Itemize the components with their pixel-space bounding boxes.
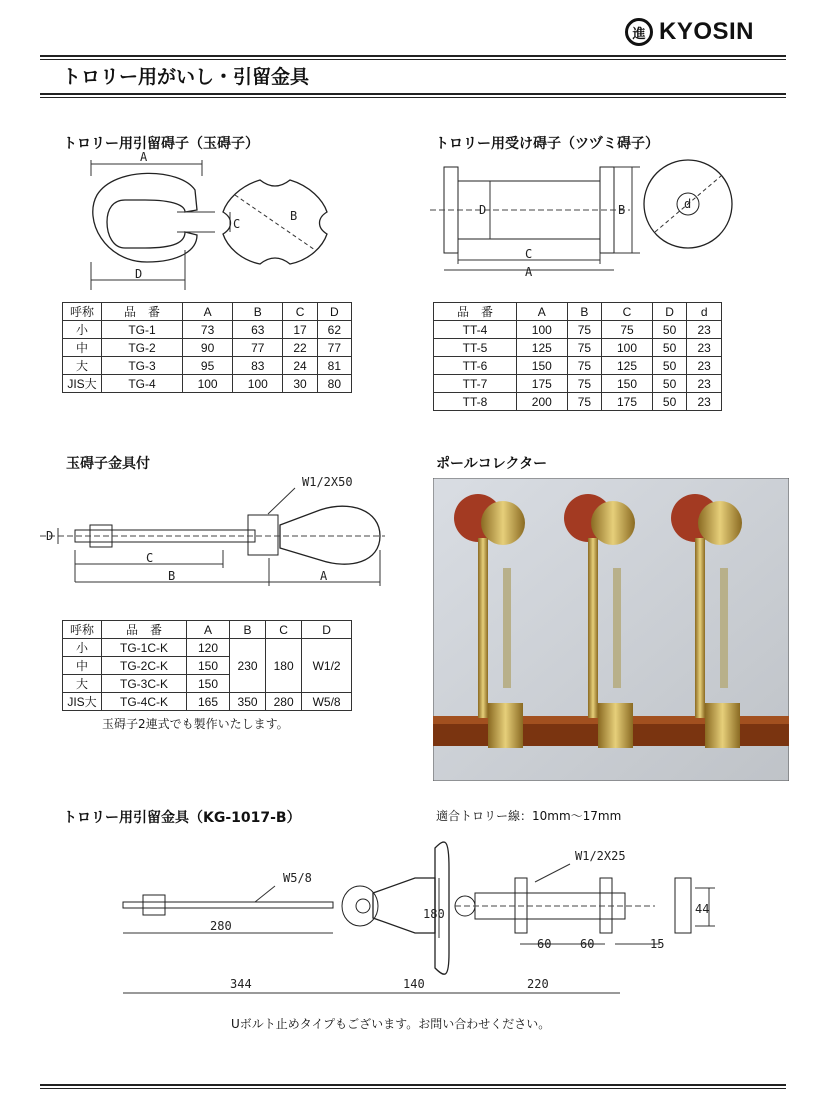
section-ball-insulator: トロリー用引留碍子（玉碍子） xyxy=(63,136,259,152)
footer-note: Uボルト止めタイプもございます。お問い合わせください。 xyxy=(231,1017,551,1031)
table-row: 大 TG-3 95 83 24 81 xyxy=(63,357,352,375)
table1-header: D xyxy=(317,303,351,321)
anchor-d44-label: 44 xyxy=(695,902,710,916)
dim-d-label: D xyxy=(135,267,143,281)
fit-dim-a-label: A xyxy=(320,569,328,583)
ball-insulator-drawing xyxy=(85,150,355,290)
bottom-rule xyxy=(40,1084,786,1086)
anchor-d140-label: 140 xyxy=(403,977,425,991)
table3-header: 呼称 xyxy=(63,621,102,639)
table2-header: D xyxy=(652,303,687,321)
dim-spool-c-label: C xyxy=(525,247,533,261)
table2-header: B xyxy=(567,303,602,321)
top-rule xyxy=(40,55,786,57)
table3-header: A xyxy=(187,621,230,639)
fit-dim-c-label: C xyxy=(146,551,154,565)
table2-header: C xyxy=(602,303,653,321)
dim-spool-small-d-label: d xyxy=(684,197,692,211)
bottom-rule-thin xyxy=(40,1088,786,1089)
table3-header: D xyxy=(302,621,352,639)
table-row: TT-5 125 75 100 50 23 xyxy=(434,339,722,357)
anchor-bolt-label: W1/2X25 xyxy=(575,849,626,863)
table-row: JIS大 TG-4 100 100 30 80 xyxy=(63,375,352,393)
spool-insulator-drawing xyxy=(430,152,750,277)
table-row: 小 TG-1C-K 120 230 180 W1/2 xyxy=(63,639,352,657)
title-rule xyxy=(40,93,786,95)
anchor-d15-label: 15 xyxy=(650,937,665,951)
table1-header: A xyxy=(183,303,233,321)
fit-dim-d-label: D xyxy=(46,529,54,543)
anchor-d220-label: 220 xyxy=(527,977,549,991)
brand-name: KYOSIN xyxy=(659,18,755,45)
table3-header: B xyxy=(230,621,266,639)
table-row: 中 TG-2 90 77 22 77 xyxy=(63,339,352,357)
page-title: トロリー用がいし・引留金具 xyxy=(62,66,310,88)
table2-header: 品 番 xyxy=(434,303,517,321)
table-ball-with-fitting xyxy=(62,620,352,711)
table1-header: 呼称 xyxy=(63,303,102,321)
kyosin-mark-icon: 進 xyxy=(625,18,653,46)
anchor-d344-label: 344 xyxy=(230,977,252,991)
table-row: TT-8 200 75 175 50 23 xyxy=(434,393,722,411)
table-row: JIS大 TG-4C-K 165 350 280 W5/8 xyxy=(63,693,352,711)
ball-with-fitting-drawing xyxy=(40,470,390,590)
pole-collector-photo xyxy=(433,478,789,781)
anchor-fitting-drawing xyxy=(115,838,730,1003)
table1-header: B xyxy=(233,303,283,321)
table3-header: C xyxy=(266,621,302,639)
top-rule-thin xyxy=(40,59,786,60)
title-rule-thin xyxy=(40,97,786,98)
section-spool-insulator: トロリー用受け碍子（ツヅミ碍子） xyxy=(435,136,659,152)
table1-header: C xyxy=(283,303,317,321)
anchor-d180-label: 180 xyxy=(423,907,445,921)
table-row: 中 TG-2C-K 150 xyxy=(63,657,352,675)
table-spool-insulator xyxy=(433,302,722,411)
fit-dim-b-label: B xyxy=(168,569,176,583)
table-ball-insulator xyxy=(62,302,352,393)
section-ball-with-fitting: 玉碍子金具付 xyxy=(66,456,150,472)
anchor-d280-label: 280 xyxy=(210,919,232,933)
table-row: 小 TG-1 73 63 17 62 xyxy=(63,321,352,339)
wire-range-note: 適合トロリー線：10mm～17mm xyxy=(436,809,622,823)
table-row: TT-7 175 75 150 50 23 xyxy=(434,375,722,393)
table-row: 大 TG-3C-K 150 xyxy=(63,675,352,693)
fit-bolt-label: W1/2X50 xyxy=(302,475,353,489)
dim-b-label: B xyxy=(290,209,298,223)
section-anchor-fitting: トロリー用引留金具（KG-1017-B） xyxy=(63,810,301,826)
table3-header: 品 番 xyxy=(102,621,187,639)
section-pole-collector: ポールコレクター xyxy=(436,456,548,472)
table-row: TT-6 150 75 125 50 23 xyxy=(434,357,722,375)
table2-header: A xyxy=(517,303,568,321)
dim-a-label: A xyxy=(140,150,148,164)
anchor-d60a-label: 60 xyxy=(537,937,552,951)
dim-spool-b-label: B xyxy=(618,203,626,217)
table2-header: d xyxy=(687,303,722,321)
table-row: TT-4 100 75 75 50 23 xyxy=(434,321,722,339)
anchor-d60b-label: 60 xyxy=(580,937,595,951)
anchor-w58-label: W5/8 xyxy=(283,871,312,885)
dim-spool-a-label: A xyxy=(525,265,533,277)
dim-c-label: C xyxy=(233,217,241,231)
table1-header: 品 番 xyxy=(102,303,183,321)
dim-spool-d-label: D xyxy=(479,203,487,217)
brand-logo xyxy=(625,18,754,46)
table3-note: 玉碍子2連式でも製作いたします。 xyxy=(102,717,289,731)
